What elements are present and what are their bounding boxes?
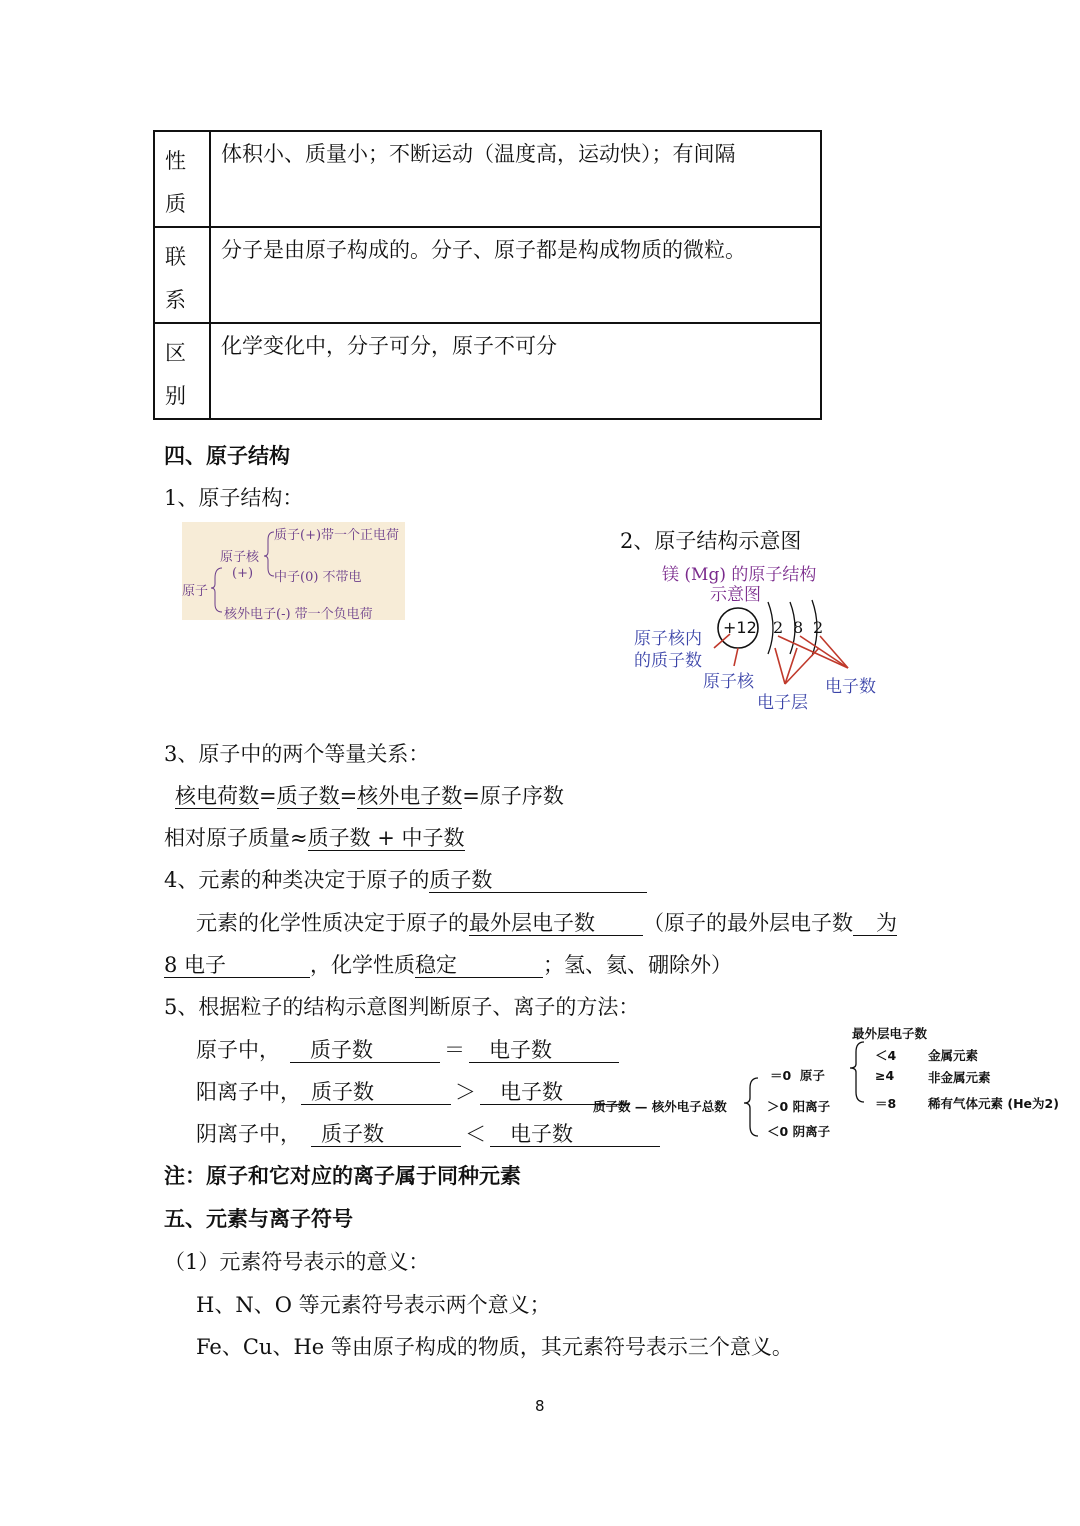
item-5: 5、根据粒子的结构示意图判断原子、离子的方法： (164, 995, 640, 1019)
proton-count-label-2: 的质子数 (634, 651, 702, 671)
shell-2-count: 8 (793, 618, 804, 637)
section-heading-5: 五、元素与离子符号 (164, 1207, 353, 1231)
shell-1-count: 2 (773, 618, 784, 637)
shell-text: 电子层 (757, 693, 808, 713)
comparison-table (153, 130, 822, 420)
item-2: 2、原子结构示意图 (620, 529, 802, 553)
fig3-c2: ≥4 (875, 1068, 895, 1083)
fig3-c3: ＝8 (875, 1096, 897, 1111)
row-value: 体积小、质量小；不断运动（温度高，运动快）；有间隔 (210, 131, 821, 227)
fig3-r3: ＜0 阴离子 (767, 1124, 831, 1139)
row-value: 化学变化中，分子可分，原子不可分 (210, 323, 821, 419)
fig3-c3-label: 稀有气体元素 (He为2) (928, 1096, 1059, 1111)
item-4: 4、元素的种类决定于原子的质子数 (164, 864, 647, 894)
nucleus-charge: +12 (723, 618, 757, 637)
section5-line-2: Fe、Cu、He 等由原子构成的物质，其元素符号表示三个意义。 (196, 1335, 793, 1359)
anion-rule: 阴离子中， 质子数 ＜ 电子数 (196, 1118, 660, 1148)
nucleus-text: 原子核 (703, 672, 754, 692)
fig3-r1: ＝0 原子 (770, 1068, 825, 1083)
shell-3-count: 2 (813, 618, 824, 637)
item-4b: 元素的化学性质决定于原子的最外层电子数 （原子的最外层电子数 为 (196, 911, 897, 935)
page-number: 8 (535, 1397, 545, 1415)
fig3-c2-label: 非金属元素 (928, 1070, 991, 1085)
proton-count-label: 原子核内 (634, 629, 702, 649)
atom-label: 原子 (182, 584, 209, 599)
cation-rule: 阳离子中， 质子数 ＞ 电子数 (196, 1076, 630, 1106)
arrow-electrons-1 (778, 636, 848, 668)
fig3-c1-label: 金属元素 (928, 1048, 979, 1063)
section5-item-1: （1）元素符号表示的意义： (164, 1250, 430, 1274)
atom-composition-figure (182, 522, 405, 620)
row-value: 分子是由原子构成的。分子、原子都是构成物质的微粒。 (210, 227, 821, 323)
table-row (154, 323, 821, 419)
nucleus-sign: (+) (232, 566, 254, 581)
fig3-top: 最外层电子数 (852, 1026, 928, 1041)
section5-line-1: H、N、O 等元素符号表示两个意义； (196, 1293, 551, 1317)
equation-1: 核电荷数=质子数=核外电子数=原子序数 (175, 784, 564, 808)
fig3-r2: ＞0 阳离子 (767, 1099, 831, 1114)
fig3-left: 质子数 — 核外电子总数 (593, 1099, 727, 1114)
arrow-nucleus (734, 648, 738, 666)
nucleus-label: 原子核 (220, 550, 260, 565)
fig3-c1: ＜4 (875, 1048, 897, 1063)
atom-rule: 原子中， 质子数 ＝ 电子数 (196, 1034, 619, 1064)
row-key: 联系 (154, 227, 210, 323)
electron-count-text: 电子数 (825, 677, 876, 697)
proton-label: 质子(+)带一个正电荷 (274, 528, 400, 543)
row-key: 区别 (154, 323, 210, 419)
arrow-shell-1 (775, 648, 785, 684)
item-4c: 8 电子 ，化学性质稳定 ；氢、氦、硼除外） (164, 953, 732, 977)
mg-title-2: 示意图 (710, 585, 761, 605)
table-row (154, 227, 821, 323)
table-row (154, 131, 821, 227)
neutron-label: 中子(0) 不带电 (274, 570, 362, 585)
section-heading: 四、原子结构 (164, 444, 290, 468)
mg-title: 镁 (Mg) 的原子结构 (662, 565, 817, 585)
row-key: 性质 (154, 131, 210, 227)
electron-label: 核外电子(-) 带一个负电荷 (224, 607, 373, 622)
note: 注：原子和它对应的离子属于同种元素 (164, 1164, 521, 1188)
item-3: 3、原子中的两个等量关系： (164, 742, 430, 766)
equation-2: 相对原子质量≈质子数 + 中子数 (164, 826, 465, 850)
item-1: 1、原子结构： (164, 486, 304, 510)
